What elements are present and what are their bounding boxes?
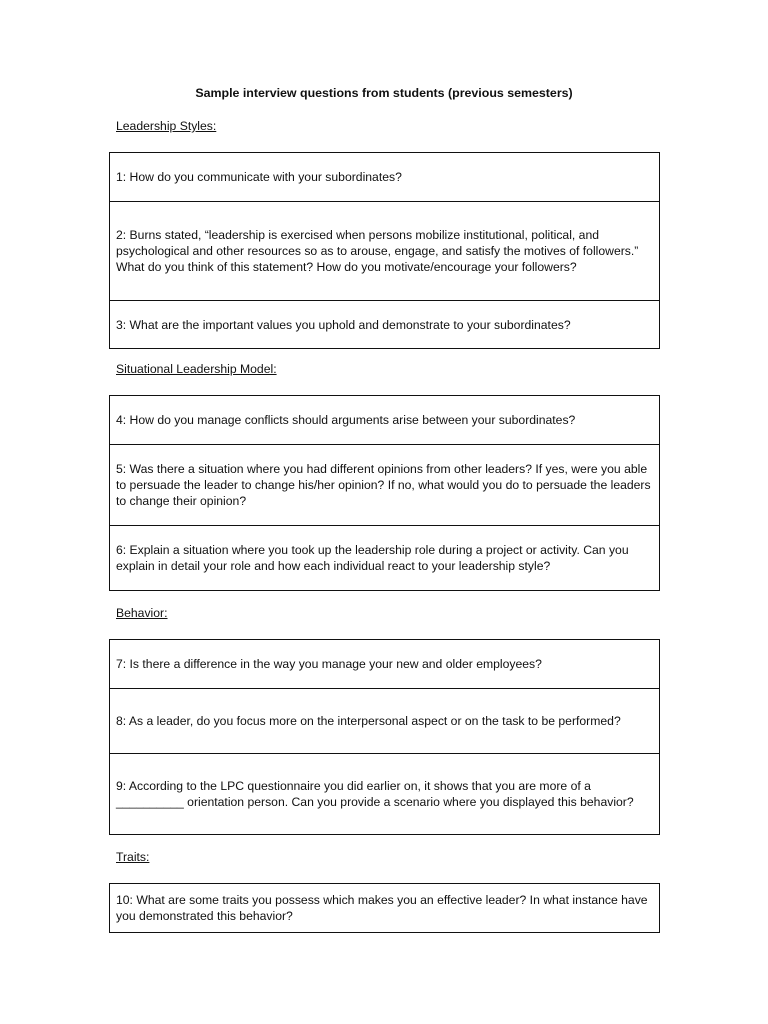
question-row bbox=[110, 396, 660, 445]
question-cell: 4: How do you manage conflicts should arguments arise between your subordinates? bbox=[110, 396, 660, 445]
question-cell: 10: What are some traits you possess which makes you an effective leader? In what instance have you demonstrated this behavior? bbox=[110, 884, 660, 933]
section-heading-traits: Traits: bbox=[116, 850, 150, 864]
question-cell: 6: Explain a situation where you took up the leadership role during a project or activity. Can you explain in detail your role and how each individual react to your leadership style? bbox=[110, 526, 660, 591]
question-table-traits bbox=[109, 883, 660, 933]
question-cell: 7: Is there a difference in the way you manage your new and older employees? bbox=[110, 640, 660, 689]
question-cell: 2: Burns stated, “leadership is exercised when persons mobilize institutional, political, and psychological and other resources so as to arouse, engage, and satisfy the motives of followers.” What do you think of this statement? How do you motivate/encourage your followers? bbox=[110, 202, 660, 301]
question-cell: 5: Was there a situation where you had different opinions from other leaders? If yes, were you able to persuade the leader to change his/her opinion? If no, what would you do to persuade the leaders to change their opinion? bbox=[110, 445, 660, 526]
question-cell: 9: According to the LPC questionnaire you did earlier on, it shows that you are more of a __________ orientation person. Can you provide a scenario where you displayed this behavior? bbox=[110, 754, 660, 835]
section-heading-behavior: Behavior: bbox=[116, 606, 168, 620]
question-cell: 1: How do you communicate with your subordinates? bbox=[110, 153, 660, 202]
document-title: Sample interview questions from students (previous semesters) bbox=[195, 86, 573, 100]
section-heading-situational-leadership: Situational Leadership Model: bbox=[116, 362, 277, 376]
question-row bbox=[110, 153, 660, 202]
question-row bbox=[110, 689, 660, 754]
question-row bbox=[110, 445, 660, 526]
question-row bbox=[110, 301, 660, 349]
section-heading-leadership-styles: Leadership Styles: bbox=[116, 119, 217, 133]
question-row bbox=[110, 754, 660, 835]
question-row bbox=[110, 640, 660, 689]
question-cell: 8: As a leader, do you focus more on the interpersonal aspect or on the task to be performed? bbox=[110, 689, 660, 754]
question-table-behavior bbox=[109, 639, 660, 835]
question-row bbox=[110, 202, 660, 301]
question-row bbox=[110, 526, 660, 591]
question-row bbox=[110, 884, 660, 933]
question-cell: 3: What are the important values you uphold and demonstrate to your subordinates? bbox=[110, 301, 660, 349]
question-table-situational-leadership bbox=[109, 395, 660, 591]
question-table-leadership-styles bbox=[109, 152, 660, 349]
